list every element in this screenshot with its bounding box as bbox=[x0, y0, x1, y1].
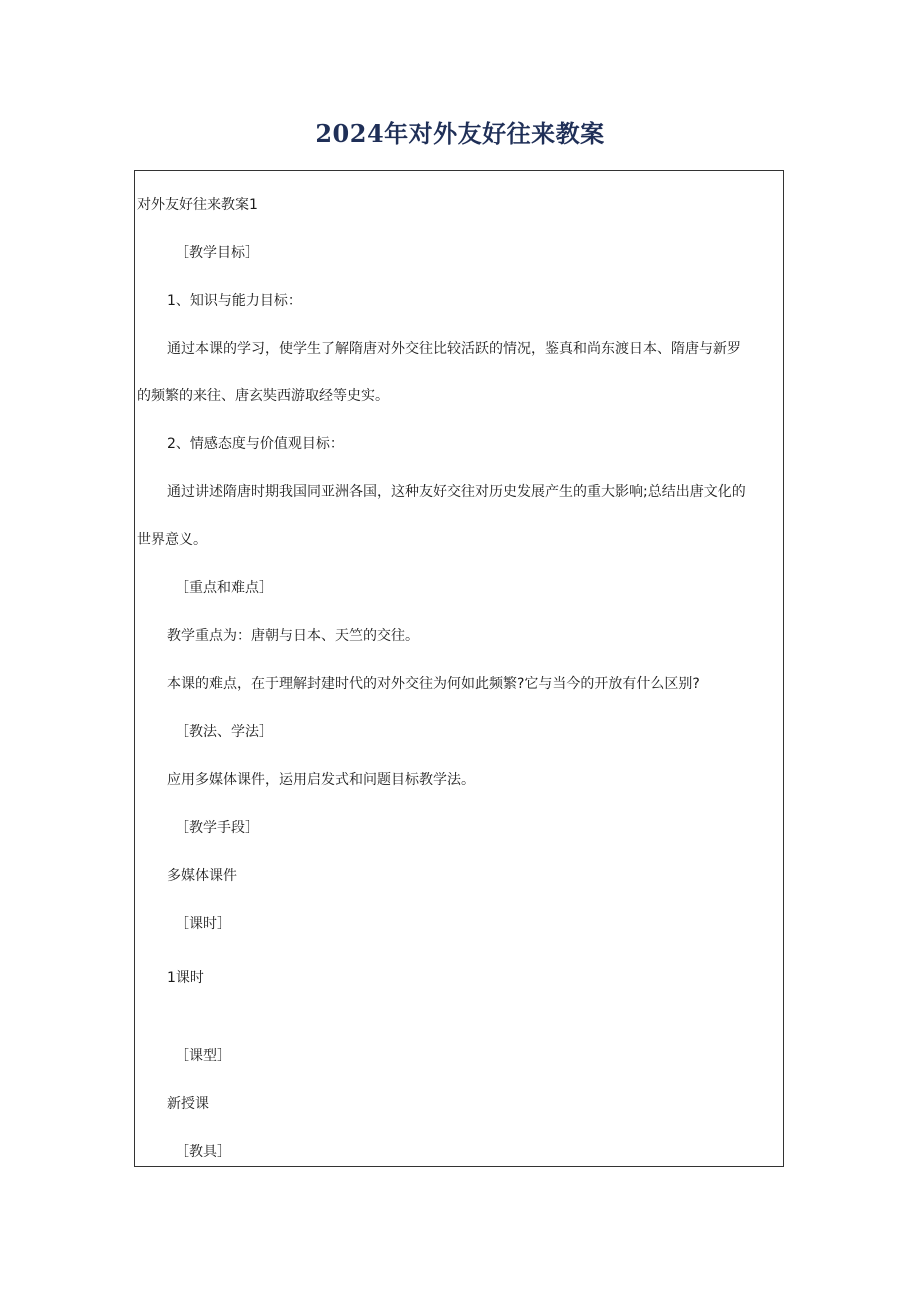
bracket-heading-methods: ［教法、学法］ bbox=[175, 724, 273, 740]
paragraph-line: 本课的难点，在于理解封建时代的对外交往为何如此频繁?它与当今的开放有什么区别? bbox=[167, 676, 700, 692]
bracket-heading-hours: ［课时］ bbox=[175, 916, 231, 932]
paragraph-line: 世界意义。 bbox=[137, 532, 207, 548]
bracket-heading-key-points: ［重点和难点］ bbox=[175, 580, 273, 596]
paragraph-line: 1、知识与能力目标： bbox=[167, 293, 302, 309]
paragraph-line: 的频繁的来往、唐玄奘西游取经等史实。 bbox=[137, 388, 389, 404]
paragraph-line: 新授课 bbox=[167, 1096, 209, 1112]
content-frame bbox=[134, 170, 784, 1167]
paragraph-line: 多媒体课件 bbox=[167, 868, 237, 884]
bracket-heading-teaching-goals: ［教学目标］ bbox=[175, 245, 259, 261]
paragraph-line: 通过讲述隋唐时期我国同亚洲各国，这种友好交往对历史发展产生的重大影响;总结出唐文化的 bbox=[167, 484, 746, 500]
paragraph-line: 教学重点为：唐朝与日本、天竺的交往。 bbox=[167, 628, 419, 644]
document-title: 2024年对外友好往来教案 bbox=[315, 119, 605, 148]
paragraph-line: 1课时 bbox=[167, 970, 204, 986]
paragraph-line: 通过本课的学习，使学生了解隋唐对外交往比较活跃的情况，鉴真和尚东渡日本、隋唐与新罗 bbox=[167, 341, 741, 357]
bracket-heading-lesson-type: ［课型］ bbox=[175, 1048, 231, 1064]
bracket-heading-means: ［教学手段］ bbox=[175, 820, 259, 836]
section-heading: 对外友好往来教案1 bbox=[137, 197, 258, 213]
paragraph-line: 应用多媒体课件，运用启发式和问题目标教学法。 bbox=[167, 772, 475, 788]
paragraph-line: 2、情感态度与价值观目标： bbox=[167, 436, 344, 452]
bracket-heading-teaching-aids: ［教具］ bbox=[175, 1144, 231, 1160]
